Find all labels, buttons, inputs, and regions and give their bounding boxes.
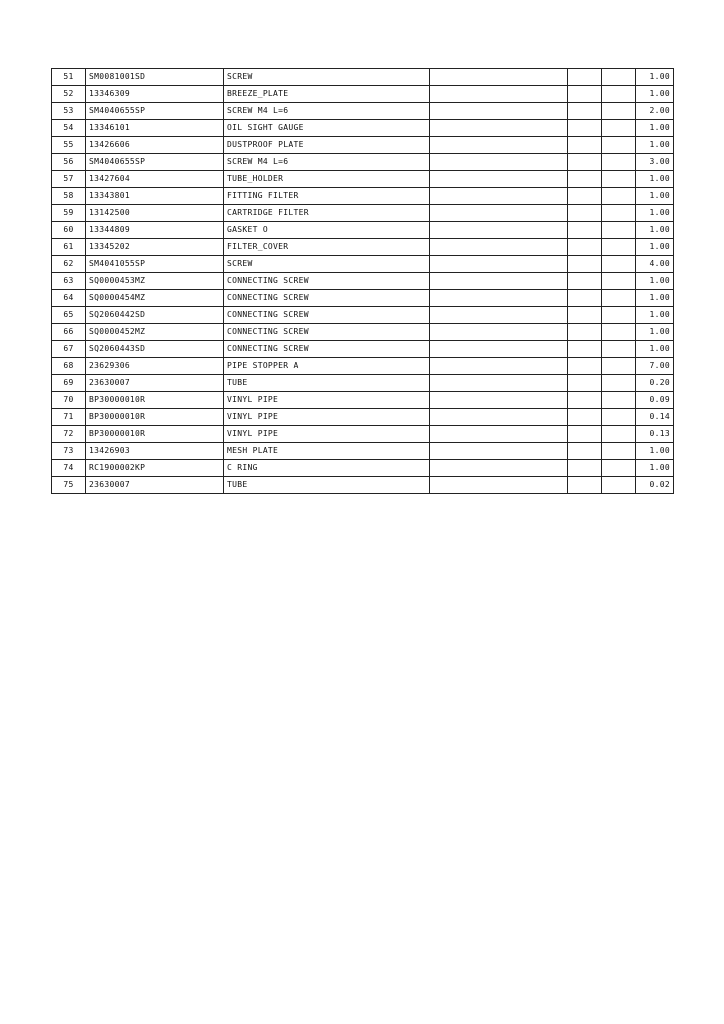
item-number-cell: 72 [52,426,86,443]
item-number-cell: 74 [52,460,86,477]
blank-cell [568,86,602,103]
item-number-cell: 60 [52,222,86,239]
blank-cell [430,426,568,443]
blank-cell [568,409,602,426]
blank-cell [430,358,568,375]
quantity-cell: 2.00 [636,103,674,120]
quantity-cell: 1.00 [636,86,674,103]
blank-cell [568,358,602,375]
part-number-cell: BP30000010R [86,409,224,426]
part-number-cell: 13346309 [86,86,224,103]
part-number-cell: 13426606 [86,137,224,154]
description-cell: SCREW M4 L=6 [224,154,430,171]
quantity-cell: 0.13 [636,426,674,443]
part-number-cell: SQ0000452MZ [86,324,224,341]
blank-cell [430,256,568,273]
item-number-cell: 68 [52,358,86,375]
table-row [52,239,674,256]
quantity-cell: 1.00 [636,137,674,154]
table-row [52,426,674,443]
item-number-cell: 52 [52,86,86,103]
blank-cell [430,392,568,409]
description-cell: MESH PLATE [224,443,430,460]
description-cell: SCREW M4 L=6 [224,103,430,120]
part-number-cell: 23629306 [86,358,224,375]
blank-cell [602,443,636,460]
blank-cell [568,341,602,358]
item-number-cell: 64 [52,290,86,307]
blank-cell [430,409,568,426]
description-cell: BREEZE_PLATE [224,86,430,103]
table-row [52,120,674,137]
quantity-cell: 1.00 [636,443,674,460]
part-number-cell: 23630007 [86,477,224,494]
quantity-cell: 1.00 [636,290,674,307]
item-number-cell: 65 [52,307,86,324]
table-row [52,103,674,120]
description-cell: SCREW [224,256,430,273]
item-number-cell: 66 [52,324,86,341]
description-cell: VINYL PIPE [224,392,430,409]
blank-cell [430,375,568,392]
part-number-cell: 13427604 [86,171,224,188]
table-row [52,273,674,290]
blank-cell [430,137,568,154]
part-number-cell: SM4040655SP [86,103,224,120]
part-number-cell: BP30000010R [86,426,224,443]
description-cell: OIL SIGHT GAUGE [224,120,430,137]
blank-cell [430,154,568,171]
blank-cell [430,324,568,341]
blank-cell [602,341,636,358]
quantity-cell: 7.00 [636,358,674,375]
blank-cell [430,171,568,188]
description-cell: TUBE [224,477,430,494]
blank-cell [430,273,568,290]
parts-list-sheet [51,68,674,494]
blank-cell [430,188,568,205]
blank-cell [568,290,602,307]
description-cell: C RING [224,460,430,477]
description-cell: FITTING FILTER [224,188,430,205]
blank-cell [568,443,602,460]
blank-cell [602,120,636,137]
item-number-cell: 54 [52,120,86,137]
quantity-cell: 1.00 [636,460,674,477]
table-row [52,307,674,324]
part-number-cell: SQ2060442SD [86,307,224,324]
part-number-cell: RC1900002KP [86,460,224,477]
blank-cell [602,324,636,341]
quantity-cell: 1.00 [636,307,674,324]
table-row [52,341,674,358]
blank-cell [430,120,568,137]
blank-cell [602,307,636,324]
description-cell: VINYL PIPE [224,409,430,426]
description-cell: PIPE STOPPER A [224,358,430,375]
table-row [52,443,674,460]
blank-cell [568,307,602,324]
table-row [52,256,674,273]
blank-cell [568,103,602,120]
blank-cell [430,460,568,477]
description-cell: CONNECTING SCREW [224,341,430,358]
blank-cell [430,290,568,307]
blank-cell [602,409,636,426]
blank-cell [568,222,602,239]
parts-table [51,68,674,494]
blank-cell [430,307,568,324]
blank-cell [602,205,636,222]
part-number-cell: SM4041055SP [86,256,224,273]
part-number-cell: 13345202 [86,239,224,256]
blank-cell [602,426,636,443]
blank-cell [602,154,636,171]
table-row [52,137,674,154]
quantity-cell: 0.14 [636,409,674,426]
blank-cell [430,86,568,103]
description-cell: CARTRIDGE FILTER [224,205,430,222]
quantity-cell: 0.09 [636,392,674,409]
blank-cell [430,69,568,86]
table-row [52,222,674,239]
item-number-cell: 73 [52,443,86,460]
blank-cell [430,239,568,256]
blank-cell [602,86,636,103]
blank-cell [568,154,602,171]
table-row [52,86,674,103]
blank-cell [602,477,636,494]
description-cell: SCREW [224,69,430,86]
table-row [52,171,674,188]
blank-cell [568,324,602,341]
blank-cell [568,460,602,477]
blank-cell [602,273,636,290]
table-row [52,375,674,392]
blank-cell [430,222,568,239]
blank-cell [568,137,602,154]
part-number-cell: BP30000010R [86,392,224,409]
quantity-cell: 3.00 [636,154,674,171]
item-number-cell: 75 [52,477,86,494]
item-number-cell: 51 [52,69,86,86]
description-cell: CONNECTING SCREW [224,307,430,324]
blank-cell [568,273,602,290]
blank-cell [602,171,636,188]
blank-cell [602,103,636,120]
item-number-cell: 67 [52,341,86,358]
quantity-cell: 0.02 [636,477,674,494]
quantity-cell: 1.00 [636,188,674,205]
description-cell: VINYL PIPE [224,426,430,443]
item-number-cell: 63 [52,273,86,290]
part-number-cell: SQ0000454MZ [86,290,224,307]
part-number-cell: 13426903 [86,443,224,460]
part-number-cell: 23630007 [86,375,224,392]
item-number-cell: 62 [52,256,86,273]
blank-cell [602,239,636,256]
quantity-cell: 0.20 [636,375,674,392]
description-cell: CONNECTING SCREW [224,324,430,341]
item-number-cell: 58 [52,188,86,205]
blank-cell [602,358,636,375]
quantity-cell: 1.00 [636,205,674,222]
part-number-cell: 13343801 [86,188,224,205]
parts-table-body [52,69,674,494]
item-number-cell: 57 [52,171,86,188]
description-cell: CONNECTING SCREW [224,290,430,307]
blank-cell [602,137,636,154]
quantity-cell: 4.00 [636,256,674,273]
description-cell: TUBE_HOLDER [224,171,430,188]
quantity-cell: 1.00 [636,324,674,341]
blank-cell [430,443,568,460]
quantity-cell: 1.00 [636,341,674,358]
blank-cell [430,205,568,222]
blank-cell [602,256,636,273]
blank-cell [568,171,602,188]
blank-cell [568,120,602,137]
blank-cell [602,188,636,205]
part-number-cell: SM4040655SP [86,154,224,171]
table-row [52,324,674,341]
table-row [52,477,674,494]
blank-cell [568,477,602,494]
item-number-cell: 53 [52,103,86,120]
blank-cell [568,69,602,86]
blank-cell [430,341,568,358]
table-row [52,358,674,375]
description-cell: TUBE [224,375,430,392]
item-number-cell: 69 [52,375,86,392]
blank-cell [602,290,636,307]
table-row [52,460,674,477]
blank-cell [602,392,636,409]
item-number-cell: 56 [52,154,86,171]
part-number-cell: 13142500 [86,205,224,222]
part-number-cell: SQ2060443SD [86,341,224,358]
quantity-cell: 1.00 [636,120,674,137]
description-cell: FILTER_COVER [224,239,430,256]
quantity-cell: 1.00 [636,239,674,256]
blank-cell [568,239,602,256]
blank-cell [602,460,636,477]
table-row [52,188,674,205]
table-row [52,205,674,222]
blank-cell [602,375,636,392]
item-number-cell: 59 [52,205,86,222]
table-row [52,392,674,409]
blank-cell [430,477,568,494]
blank-cell [602,222,636,239]
table-row [52,409,674,426]
blank-cell [568,256,602,273]
blank-cell [430,103,568,120]
table-row [52,290,674,307]
item-number-cell: 61 [52,239,86,256]
blank-cell [568,392,602,409]
blank-cell [568,426,602,443]
part-number-cell: SM0081001SD [86,69,224,86]
blank-cell [568,188,602,205]
quantity-cell: 1.00 [636,171,674,188]
item-number-cell: 55 [52,137,86,154]
part-number-cell: 13346101 [86,120,224,137]
blank-cell [602,69,636,86]
blank-cell [568,205,602,222]
description-cell: GASKET O [224,222,430,239]
item-number-cell: 71 [52,409,86,426]
table-row [52,154,674,171]
part-number-cell: SQ0000453MZ [86,273,224,290]
blank-cell [568,375,602,392]
description-cell: CONNECTING SCREW [224,273,430,290]
quantity-cell: 1.00 [636,273,674,290]
description-cell: DUSTPROOF PLATE [224,137,430,154]
quantity-cell: 1.00 [636,222,674,239]
quantity-cell: 1.00 [636,69,674,86]
part-number-cell: 13344809 [86,222,224,239]
item-number-cell: 70 [52,392,86,409]
table-row [52,69,674,86]
